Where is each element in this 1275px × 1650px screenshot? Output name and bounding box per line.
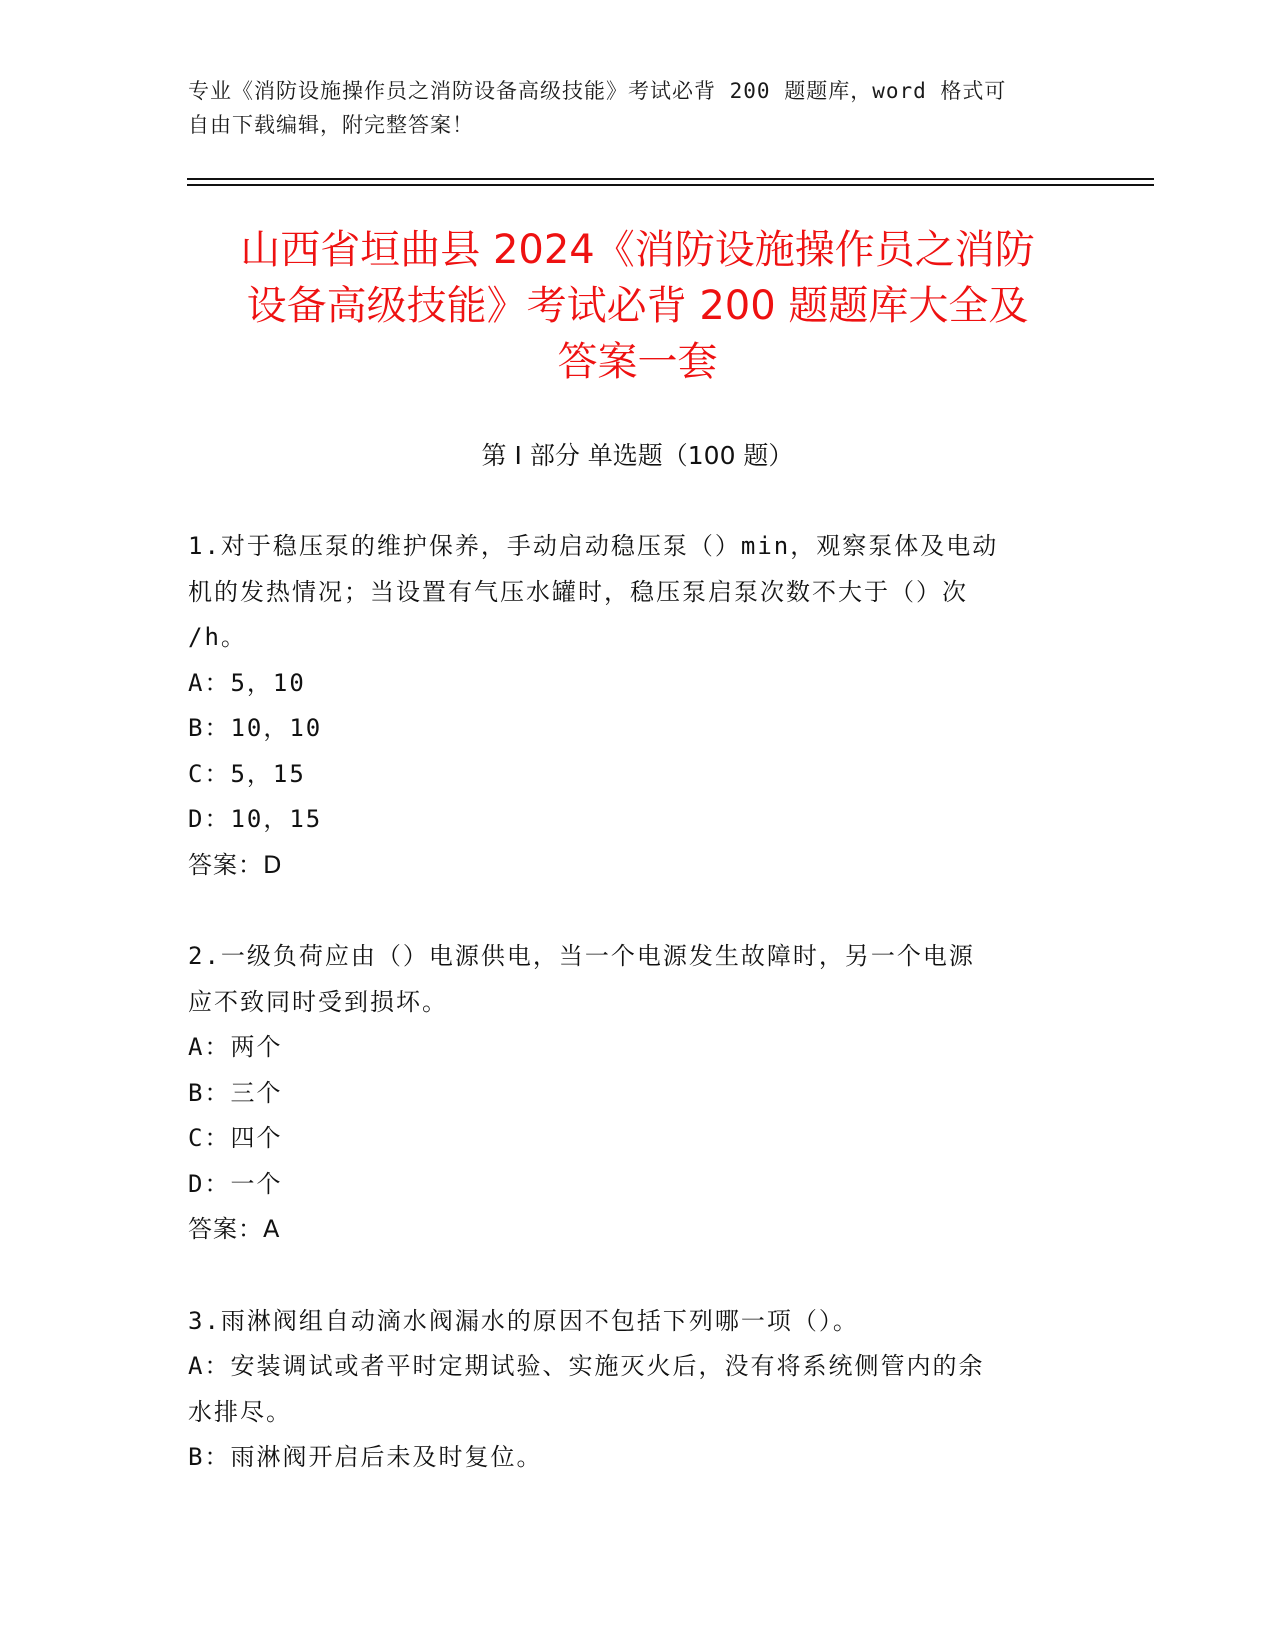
option-c: C：四个 xyxy=(188,1124,283,1152)
section-heading: 第 I 部分 单选题（100 题） xyxy=(481,441,794,470)
header-note xyxy=(188,74,1068,142)
title-line: 设备高级技能》考试必背 200 题题库大全及 xyxy=(246,283,1029,329)
option-d: D：一个 xyxy=(188,1169,283,1198)
question-1 xyxy=(188,524,1088,888)
header-divider-top xyxy=(187,178,1154,180)
question-stem-line: 3.雨淋阀组自动滴水阀漏水的原因不包括下列哪一项（）。 xyxy=(188,1306,859,1335)
option-b: B：10，10 xyxy=(188,714,323,742)
question-stem-line: 2.一级负荷应由（）电源供电，当一个电源发生故障时，另一个电源 xyxy=(188,942,975,970)
answer-line: 答案：D xyxy=(188,850,283,879)
option-a-continued: 水排尽。 xyxy=(188,1397,292,1426)
option-d: D：10，15 xyxy=(188,805,323,833)
option-a: A：5，10 xyxy=(188,668,306,697)
question-3 xyxy=(188,1299,1088,1481)
option-a: A：两个 xyxy=(188,1033,283,1061)
header-note-line: 自由下载编辑，附完整答案！ xyxy=(188,113,474,137)
title-line: 山西省垣曲县 2024《消防设施操作员之消防 xyxy=(240,227,1035,273)
option-b: B：雨淋阀开启后未及时复位。 xyxy=(188,1443,543,1471)
option-a: A：安装调试或者平时定期试验、实施灭火后，没有将系统侧管内的余 xyxy=(188,1352,985,1380)
question-2 xyxy=(188,934,1088,1253)
document-title xyxy=(150,222,1125,390)
answer-line: 答案：A xyxy=(188,1215,281,1243)
title-line: 答案一套 xyxy=(557,339,718,385)
question-stem-line: /h。 xyxy=(188,623,247,651)
question-stem-line: 机的发热情况；当设置有气压水罐时，稳压泵启泵次数不大于（）次 xyxy=(188,577,968,606)
question-stem-line: 1.对于稳压泵的维护保养，手动启动稳压泵（）min，观察泵体及电动 xyxy=(188,532,999,560)
option-c: C：5，15 xyxy=(188,759,306,788)
header-note-line: 专业《消防设施操作员之消防设备高级技能》考试必背 200 题题库，word 格式可 xyxy=(188,79,1007,103)
header-divider-bottom xyxy=(187,184,1154,186)
question-stem-line: 应不致同时受到损坏。 xyxy=(188,987,448,1016)
option-b: B：三个 xyxy=(188,1078,283,1107)
question-list xyxy=(188,524,1088,1527)
